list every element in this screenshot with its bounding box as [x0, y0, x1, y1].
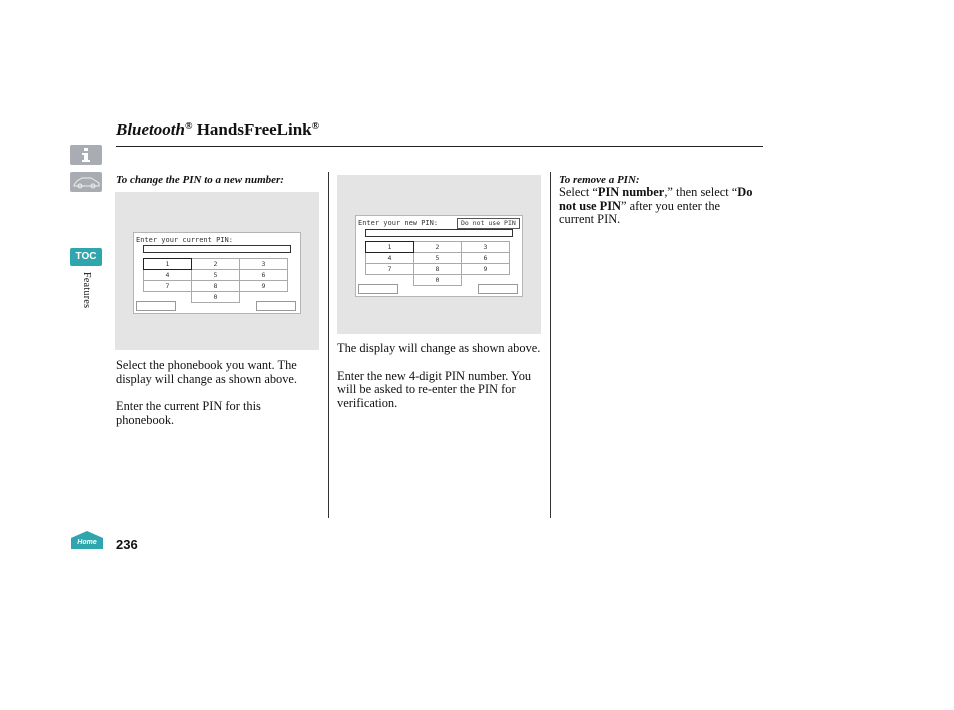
home-button[interactable]: [70, 530, 104, 550]
screen-prompt: Enter your new PIN:: [358, 219, 439, 227]
car-icon: [70, 172, 102, 192]
key-1[interactable]: 1: [366, 242, 414, 253]
key-5[interactable]: 5: [192, 270, 240, 281]
title-handsfreelink: HandsFreeLink: [192, 120, 312, 139]
right-soft-button[interactable]: [256, 301, 296, 311]
keypad: [365, 241, 510, 286]
key-0[interactable]: 0: [192, 292, 240, 303]
key-5[interactable]: 5: [414, 253, 462, 264]
page-number: 236: [116, 537, 138, 552]
paragraph: Select the phonebook you want. The display will change as shown above.: [116, 358, 298, 386]
key-7[interactable]: 7: [144, 281, 192, 292]
paragraph: The display will change as shown above.: [337, 341, 541, 355]
key-4[interactable]: 4: [366, 253, 414, 264]
column2-text: [337, 342, 543, 424]
toc-button[interactable]: TOC: [70, 248, 102, 266]
pin-input[interactable]: _: [365, 229, 513, 237]
home-label: Home: [77, 539, 97, 546]
key-3[interactable]: 3: [240, 259, 288, 270]
column1-text: [116, 359, 322, 441]
remove-pin-heading: To remove a PIN:: [559, 174, 640, 186]
registered-mark: ®: [184, 121, 193, 132]
column3-text: Select “PIN number,” then select “Do not use PIN” after you enter the current PIN.: [559, 185, 753, 226]
key-6[interactable]: 6: [240, 270, 288, 281]
left-soft-button[interactable]: [358, 284, 398, 294]
key-8[interactable]: 8: [192, 281, 240, 292]
key-2[interactable]: 2: [414, 242, 462, 253]
key-9[interactable]: 9: [462, 264, 510, 275]
column-divider: [328, 172, 329, 518]
screen-prompt: Enter your current PIN:: [136, 236, 233, 244]
pin-number-label: PIN number: [597, 185, 665, 199]
key-1[interactable]: 1: [144, 259, 192, 270]
do-not-use-pin-label: Do not use PIN: [559, 185, 753, 213]
section-label: Features: [81, 272, 92, 309]
key-4[interactable]: 4: [144, 270, 192, 281]
key-3[interactable]: 3: [462, 242, 510, 253]
title-divider: [116, 146, 763, 147]
info-button[interactable]: [70, 145, 102, 165]
info-icon: [70, 145, 102, 165]
page-title: [116, 120, 319, 140]
right-soft-button[interactable]: [478, 284, 518, 294]
key-8[interactable]: 8: [414, 264, 462, 275]
vehicle-button[interactable]: [70, 172, 102, 192]
left-soft-button[interactable]: [136, 301, 176, 311]
registered-mark: ®: [311, 121, 320, 132]
paragraph: Enter the new 4-digit PIN number. You will be asked to re-enter the PIN for verification.: [337, 368, 532, 410]
key-9[interactable]: 9: [240, 281, 288, 292]
screenshot-new-pin: [337, 175, 541, 334]
do-not-use-pin-button[interactable]: Do not use PIN: [457, 218, 520, 229]
key-2[interactable]: 2: [192, 259, 240, 270]
display-screen: [355, 215, 523, 297]
paragraph: Enter the current PIN for this phonebook.: [116, 399, 261, 427]
screenshot-current-pin: [115, 192, 319, 350]
keypad: [143, 258, 288, 303]
home-icon: [70, 530, 104, 550]
change-pin-heading: To change the PIN to a new number:: [116, 174, 284, 186]
key-0[interactable]: 0: [414, 275, 462, 286]
pin-input[interactable]: _: [143, 245, 291, 253]
key-6[interactable]: 6: [462, 253, 510, 264]
column-divider: [550, 172, 551, 518]
key-7[interactable]: 7: [366, 264, 414, 275]
display-screen: [133, 232, 301, 314]
title-bluetooth: Bluetooth: [116, 120, 185, 139]
